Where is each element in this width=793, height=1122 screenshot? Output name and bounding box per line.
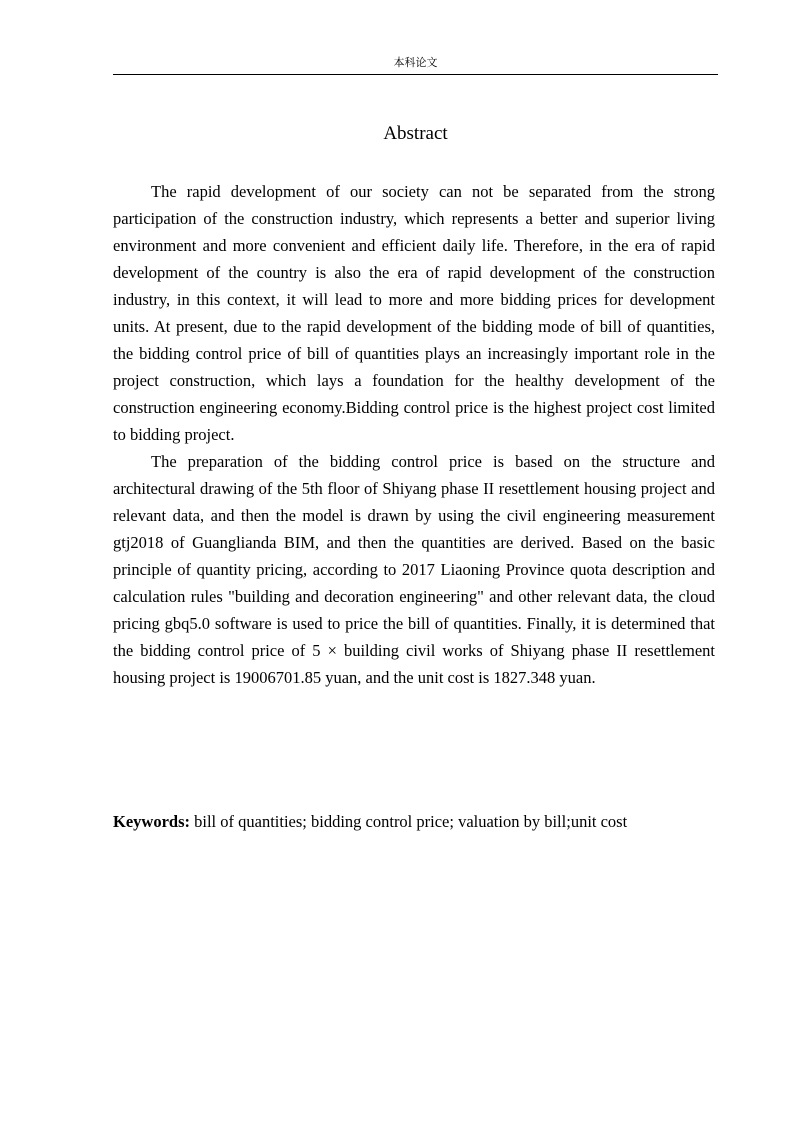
abstract-paragraph-1: The rapid development of our society can not be separated from the strong participation of the construction industry, which represents a better and superior living environment and more convenient and efficient daily life. Therefore, in the era of rapid development of the country is also the era of rapid development of the construction industry, in this context, it will lead to more and more bidding prices for development units. At present, due to the rapid development of the bidding mode of bill of quantities, the bidding control price of bill of quantities plays an increasingly important role in the project construction, which lays a foundation for the healthy development of the construction engineering economy.Bidding control price is the highest project cost limited to bidding project. [113, 182, 715, 444]
abstract-title: Abstract [383, 123, 448, 144]
keywords-label: Keywords: [113, 812, 190, 831]
abstract-body [113, 178, 715, 691]
running-header [113, 56, 718, 75]
keywords-text: bill of quantities; bidding control price; valuation by bill;unit cost [194, 812, 628, 831]
running-header-title: 本科论文 [393, 56, 438, 69]
keywords-line [113, 808, 718, 835]
abstract-paragraph-2: The preparation of the bidding control price is based on the structure and architectural drawing of the 5th floor of Shiyang phase II resettlement housing project and relevant data, and then the model is drawn by using the civil engineering measurement gtj2018 of Guanglianda BIM, and then the quantities are derived. Based on the basic principle of quantity pricing, according to 2017 Liaoning Province quota description and calculation rules "building and decoration engineering" and other relevant data, the cloud pricing gbq5.0 software is used to price the bill of quantities. Finally, it is determined that the bidding control price of 5 × building civil works of Shiyang phase II resettlement housing project is 19006701.85 yuan, and the unit cost is 1827.348 yuan. [113, 452, 715, 687]
